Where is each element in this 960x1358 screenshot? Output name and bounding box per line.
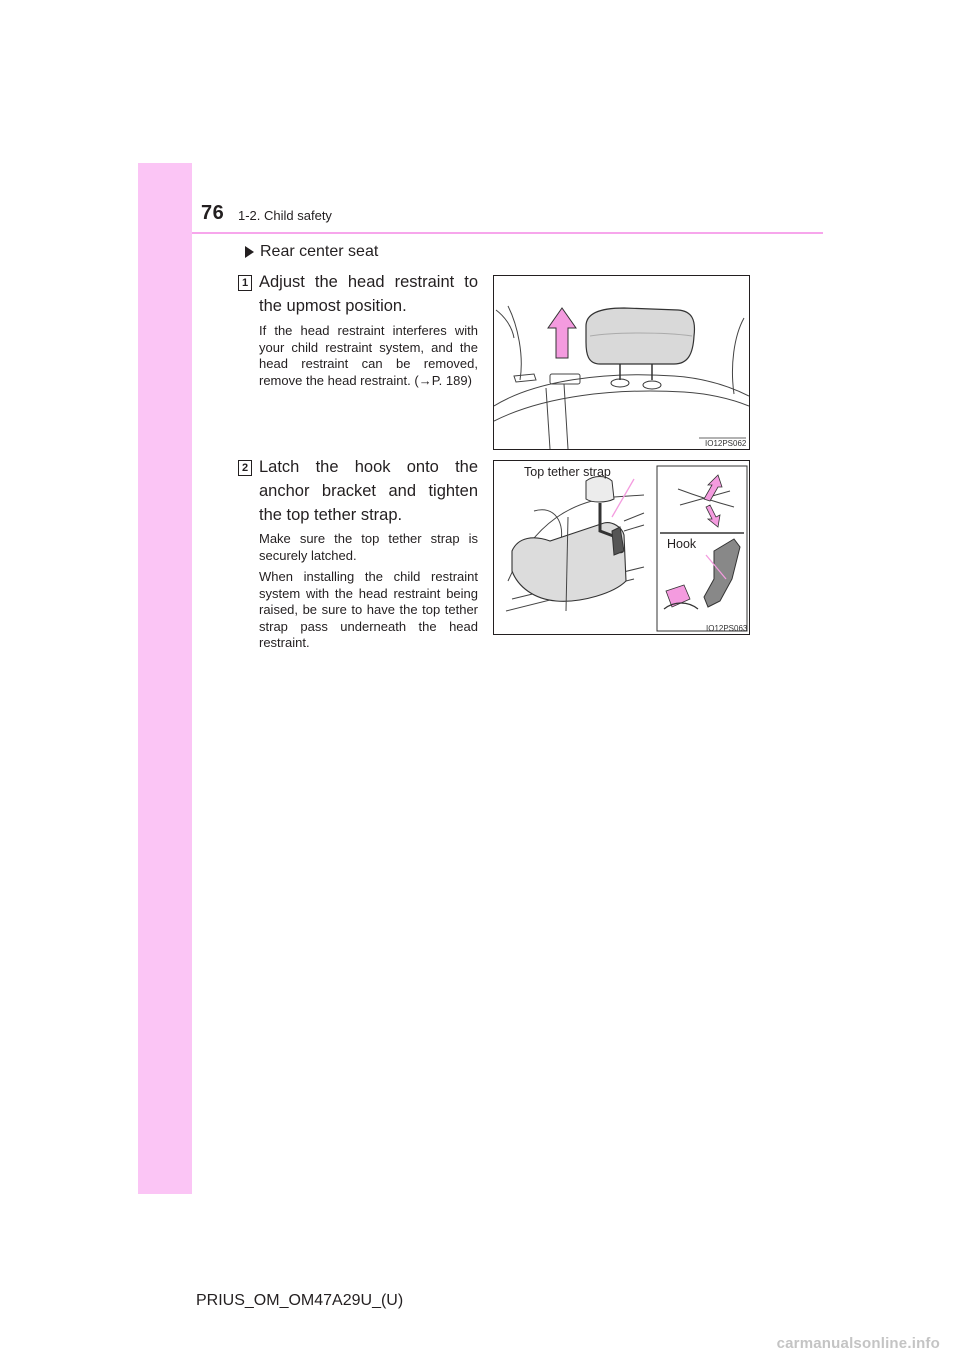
figure-1-code: IO12PS062: [705, 439, 747, 448]
sub-heading: [245, 243, 378, 261]
label-hook: Hook: [667, 537, 697, 551]
head-restraint-illustration: [494, 276, 749, 449]
sub-heading-text: Rear center seat: [260, 243, 379, 260]
step-2-note-2: When installing the child restraint system with the head restraint being raised, be sure to have the top tether strap pass underneath the head restraint.: [259, 569, 478, 650]
step-2-note-1: Make sure the top tether strap is securely latched.: [259, 531, 478, 563]
header-divider: [192, 232, 823, 234]
figure-2-code: IO12PS063: [706, 624, 748, 633]
figure-head-restraint-raise: [493, 275, 750, 450]
step-1-title: Adjust the head restraint to the upmost position.: [259, 273, 478, 315]
triangle-bullet-icon: [245, 246, 254, 258]
label-top-tether-strap: Top tether strap: [524, 465, 611, 479]
side-color-band: [138, 163, 192, 1194]
step-2-title: Latch the hook onto the anchor bracket and tighten the top tether strap.: [259, 458, 478, 524]
top-tether-illustration: [494, 461, 749, 634]
figure-top-tether-strap: [493, 460, 750, 635]
page-number: 76: [201, 202, 225, 224]
footer-manual-code: PRIUS_OM_OM47A29U_(U): [196, 1292, 404, 1309]
step-2-badge: 2: [238, 460, 252, 476]
step-1-note: If the head restraint interferes with your child restraint system, and the head restraint can be removed, remove the head restraint. (→P. 189): [259, 323, 478, 388]
step-1-badge: 1: [238, 275, 252, 291]
section-title: 1-2. Child safety: [238, 208, 332, 223]
watermark: carmanualsonline.info: [776, 1335, 940, 1352]
